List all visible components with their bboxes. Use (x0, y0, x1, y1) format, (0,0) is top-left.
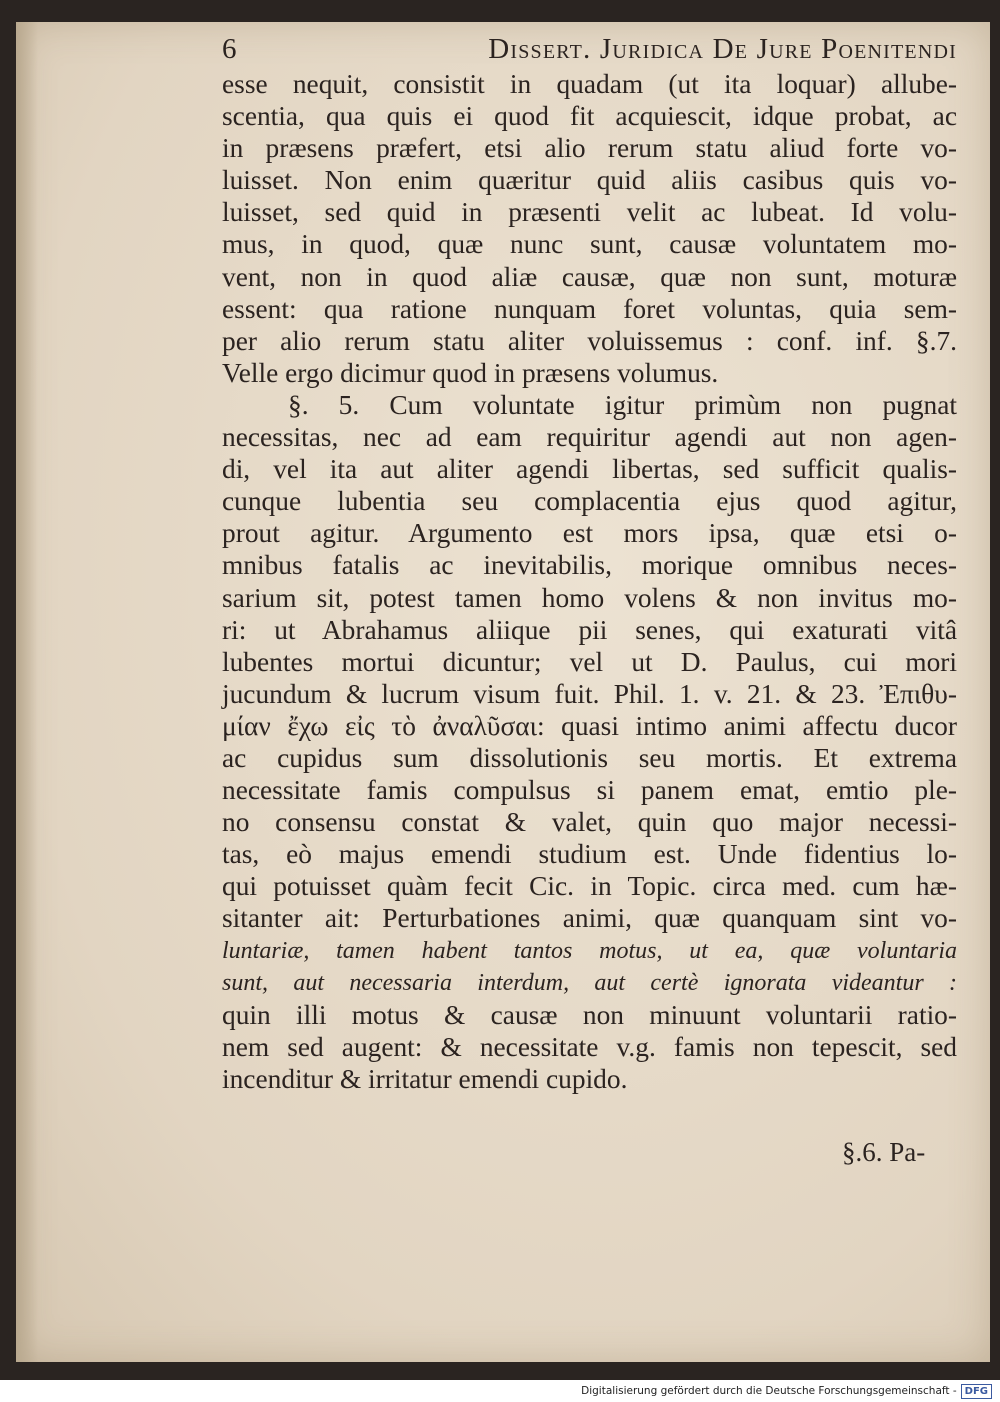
text-line: Velle ergo dicimur quod in præsens volumus. (222, 357, 719, 388)
text-line: in præsens præfert, etsi alio rerum statu aliud forte vo- (222, 133, 957, 164)
text-line: luisset, sed quid in præsenti velit ac lubeat. Id volu- (222, 197, 957, 228)
text-line: tas, eò majus emendi studium est. Unde fidentius lo- (222, 839, 957, 870)
text-line: luntariæ, tamen habent tantos motus, ut ea, quæ voluntaria (222, 937, 957, 964)
text-line: qui potuisset quàm fecit Cic. in Topic. circa med. cum hæ- (222, 871, 957, 902)
page-number: 6 (222, 33, 238, 65)
text-line: no consensu constat & valet, quin quo major necessi- (222, 807, 957, 838)
text-line: μίαν ἔχω εἰς τὸ ἀναλῦσαι: quasi intimo animi affectu ducor (222, 710, 957, 741)
page-gutter (16, 22, 38, 1362)
text-line: prout agitur. Argumento est mors ipsa, quæ etsi o- (222, 518, 957, 549)
text-line: jucundum & lucrum visum fuit. Phil. 1. v. 21. & 23. Ἐπιθυ- (222, 678, 957, 709)
text-line: necessitas, nec ad eam requiritur agendi aut non agen- (222, 422, 957, 453)
text-line: sarium sit, potest tamen homo volens & non invitus mo- (222, 582, 957, 613)
text-line: mnibus fatalis ac inevitabilis, morique omnibus neces- (222, 550, 957, 581)
running-title: Dissert. Juridica De Jure Poenitendi (488, 33, 957, 65)
footer-credit: Digitalisierung gefördert durch die Deutsche Forschungsgemeinschaft - (581, 1385, 957, 1397)
text-line: di, vel ita aut aliter agendi libertas, sed sufficit qualis- (222, 454, 957, 485)
dfg-logo: DFG (961, 1384, 992, 1399)
text-line: mus, in quod, quæ nunc sunt, causæ voluntatem mo- (222, 229, 957, 260)
text-line: sitanter ait: Perturbationes animi, quæ quanquam sint vo- (222, 903, 957, 934)
text-line: ri: ut Abrahamus aliique pii senes, qui exaturati vitâ (222, 614, 957, 645)
text-line: cunque lubentia seu complacentia ejus quod agitur, (222, 486, 957, 517)
text-line: quin illi motus & causæ non minuunt voluntarii ratio- (222, 999, 957, 1030)
text-line: ac cupidus sum dissolutionis seu mortis. Et extrema (222, 742, 957, 773)
text-line: lubentes mortui dicuntur; vel ut D. Paulus, cui mori (222, 646, 957, 677)
text-line: incenditur & irritatur emendi cupido. (222, 1063, 628, 1094)
text-line: §. 5. Cum voluntate igitur primùm non pugnat (288, 389, 957, 420)
body-text (222, 68, 957, 1095)
text-line: scentia, qua quis ei quod fit acquiescit, idque probat, ac (222, 101, 957, 132)
text-line: sunt, aut necessaria interdum, aut certè ignorata videantur : (222, 969, 957, 996)
text-line: vent, non in quod aliæ causæ, quæ non sunt, moturæ (222, 261, 957, 292)
running-header (222, 30, 957, 68)
digitization-footer (0, 1380, 1000, 1402)
text-line: nem sed augent: & necessitate v.g. famis non tepescit, sed (222, 1031, 957, 1062)
page-text-block (222, 30, 957, 1095)
text-line: essent: qua ratione nunquam foret voluntas, quia sem- (222, 293, 957, 324)
text-line: necessitate famis compulsus si panem emat, emtio ple- (222, 775, 957, 806)
catchword: §.6. Pa- (842, 1137, 926, 1167)
text-line: esse nequit, consistit in quadam (ut ita loquar) allube- (222, 69, 957, 99)
text-line: per alio rerum statu aliter voluissemus : conf. inf. §.7. (222, 325, 957, 356)
text-line: luisset. Non enim quæritur quid aliis casibus quis vo- (222, 165, 957, 196)
